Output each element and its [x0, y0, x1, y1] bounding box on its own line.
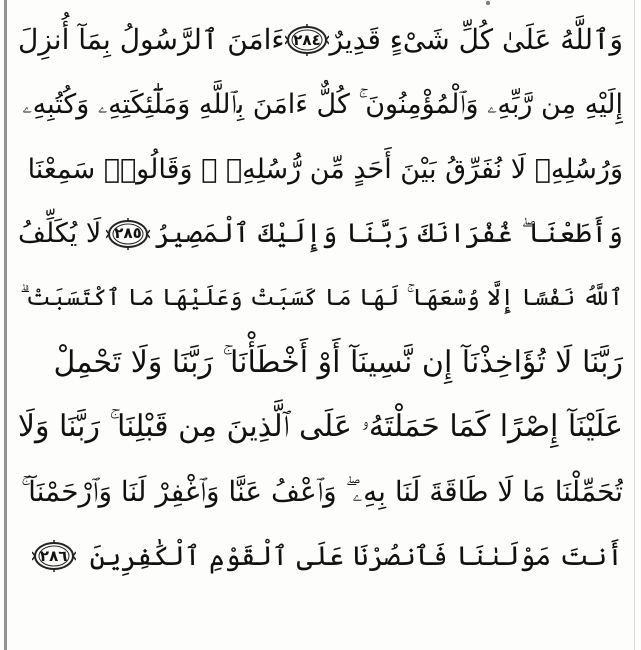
verse-line — [18, 524, 623, 589]
verse-text: ٱللَّهُ نَفْسًا إِلَّا وُسْعَهَا ۚ لَهَا مَا كَسَبَتْ وَعَلَيْهَا مَا ٱكْتَسَبَتْ ۗ — [20, 284, 623, 311]
verse-line — [18, 8, 623, 73]
verse-line — [18, 460, 623, 525]
verse-line — [18, 331, 623, 396]
verse-text: عَلَيْنَآ إِصْرًا كَمَا حَمَلْتَهُۥ عَلَى ٱلَّذِينَ مِن قَبْلِنَا ۚ رَبَّنَا وَلَا — [18, 409, 623, 445]
ayah-number: ٢٨٦ — [39, 546, 68, 565]
verse-line — [18, 73, 623, 138]
verse-text: ءَامَنَ ٱلرَّسُولُ بِمَآ أُنزِلَ — [18, 23, 285, 57]
verse-text: وَأَطَعْنَا ۖ غُفْرَانَكَ رَبَّنَا وَإِلَيْكَ ٱلْمَصِيرُ — [154, 218, 623, 250]
ayah-number: ٢٨٤ — [293, 30, 321, 49]
verse-line — [18, 202, 623, 267]
verse-text: أَنتَ مَوْلَىٰنَا فَٱنصُرْنَا عَلَى ٱلْقَوْمِ ٱلْكَٰفِرِينَ — [89, 540, 623, 572]
verse-text: وَٱللَّهُ عَلَىٰ كُلِّ شَىْءٍ قَدِيرٌ — [329, 23, 623, 57]
page-edge-shadow — [4, 0, 7, 650]
verse-text: رَبَّنَا لَا تُؤَاخِذْنَآ إِن نَّسِينَآ أَوْ أَخْطَأْنَا ۚ رَبَّنَا وَلَا تَحْمِلْ — [53, 344, 623, 380]
ayah-number: ٢٨٥ — [114, 224, 142, 243]
verse-line — [18, 395, 623, 460]
verse-line — [18, 137, 623, 202]
ayah-number-marker — [106, 217, 150, 251]
ayah-number-marker — [32, 539, 76, 573]
ayah-number-marker — [285, 23, 329, 57]
verse-lines — [18, 8, 623, 589]
verse-text: تُحَمِّلْنَا مَا لَا طَاقَةَ لَنَا بِهِۦ ۖ وَٱعْفُ عَنَّا وَٱغْفِرْ لَنَا وَٱرْحَمْنَآ ۚ — [21, 474, 623, 508]
verse-line — [18, 266, 623, 331]
verse-text: لَا يُكَلِّفُ — [18, 218, 102, 250]
verse-text: إِلَيْهِ مِن رَّبِّهِۦ وَٱلْمُؤْمِنُونَ ۚ كُلٌّ ءَامَنَ بِٱللَّهِ وَمَلَٰٓئِكَتِهِۦ وَكُتُبِهِۦ — [22, 89, 623, 121]
verse-text: وَرُسُلِهِۦ لَا نُفَرِّقُ بَيْنَ أَحَدٍ مِّن رُّسُلِهِۦ ۚ وَقَالُوا۟ سَمِعْنَا — [27, 153, 623, 185]
page-edge-line — [634, 0, 635, 650]
page-speck — [486, 1, 490, 5]
